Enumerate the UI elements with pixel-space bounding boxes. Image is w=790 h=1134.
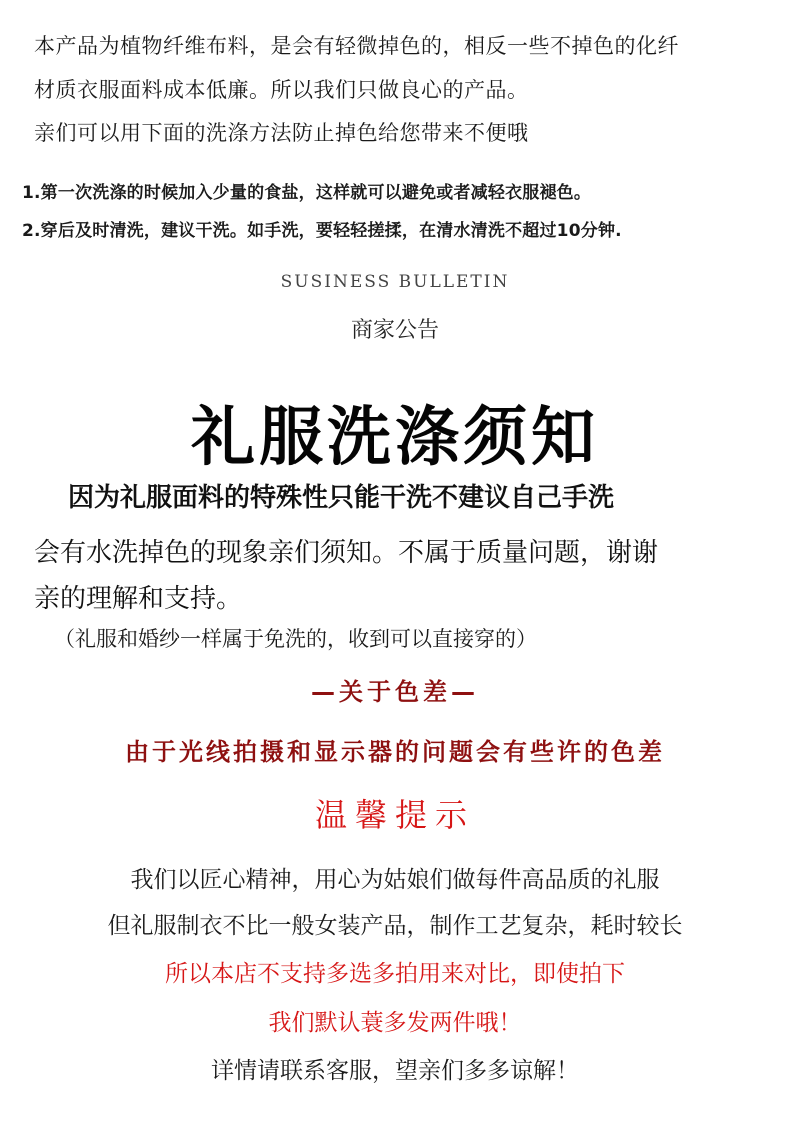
notice-parenthetical: （礼服和婚纱一样属于免洗的，收到可以直接穿的） (54, 627, 537, 651)
reminder-line-3: 所以本店不支持多选多拍用来对比，即使拍下 (165, 961, 625, 987)
notice-line-3: 亲的理解和支持。 (34, 584, 243, 614)
wash-tip-2: 2.穿后及时清洗，建议干洗。如手洗，要轻轻搓揉，在清水清洗不超过10分钟. (22, 221, 622, 241)
color-difference-text: 由于光线拍摄和显示器的问题会有些许的色差 (125, 738, 665, 766)
notice-line-1: 因为礼服面料的特殊性只能干洗不建议自己手洗 (68, 483, 615, 513)
reminder-line-4: 我们默认蓑多发两件哦！ (268, 1010, 522, 1036)
reminder-line-2: 但礼服制衣不比一般女装产品，制作工艺复杂，耗时较长 (107, 913, 683, 939)
notice-line-2: 会有水洗掉色的现象亲们须知。不属于质量问题，谢谢 (34, 538, 659, 568)
intro-line-1: 本产品为植物纤维布料，是会有轻微掉色的，相反一些不掉色的化纤 (34, 34, 679, 58)
bulletin-chinese-title: 商家公告 (350, 318, 439, 343)
color-difference-heading: —关于色差— (311, 678, 479, 706)
reminder-line-5: 详情请联系客服，望亲们多多谅解！ (211, 1058, 579, 1084)
intro-line-2: 材质衣服面料成本低廉。所以我们只做良心的产品。 (34, 78, 529, 102)
washing-notice-title: 礼服洗涤须知 (191, 400, 599, 475)
warm-reminder-heading: 温馨提示 (314, 796, 475, 834)
bulletin-english-title: SUSINESS BULLETIN (280, 272, 510, 292)
reminder-line-1: 我们以匠心精神，用心为姑娘们做每件高品质的礼服 (130, 867, 660, 893)
wash-tip-1: 1.第一次洗涤的时候加入少量的食盐，这样就可以避免或者减轻衣服褪色。 (22, 183, 592, 203)
intro-line-3: 亲们可以用下面的洗涤方法防止掉色给您带来不便哦 (34, 121, 529, 145)
